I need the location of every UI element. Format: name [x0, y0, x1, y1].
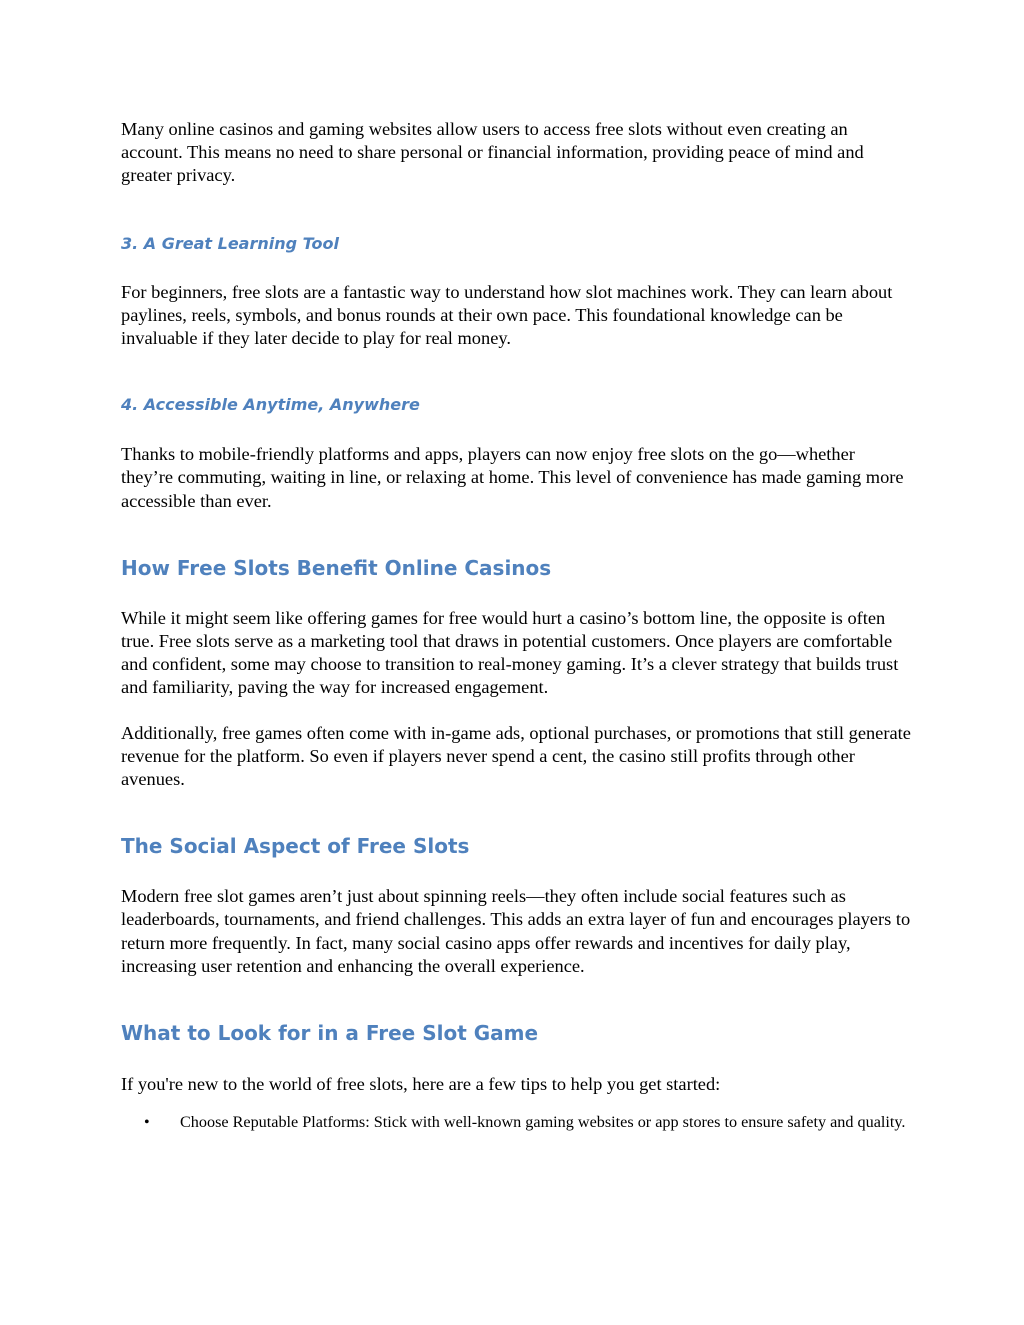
heading-social-aspect: The Social Aspect of Free Slots: [121, 834, 470, 859]
bullet-marker: •: [144, 1114, 150, 1132]
heading-accessible: 4. Accessible Anytime, Anywhere: [121, 395, 420, 415]
paragraph-casino-benefit: While it might seem like offering games for free would hurt a casino’s bottom line, the opposite is often true. Free slots serve as a marketing tool that draws in potential customers. Once players are comfortable and confident, some may choose to transition to real-money gaming. It’s a clever strategy that builds trust and familiarity, paving the way for increased engagement.: [121, 607, 899, 698]
paragraph-privacy: Many online casinos and gaming websites allow users to access free slots without even creating an account. This means no need to share personal or financial information, providing peace of mind and greater privacy.: [121, 119, 864, 186]
heading-look-for: What to Look for in a Free Slot Game: [121, 1021, 539, 1046]
list-item-text: Choose Reputable Platforms: Stick with well-known gaming websites or app stores to ensure safety and quality.: [180, 1113, 906, 1132]
paragraph-tips-intro: If you're new to the world of free slots, here are a few tips to help you get started:: [121, 1074, 721, 1095]
paragraph-learning: For beginners, free slots are a fantastic way to understand how slot machines work. They can learn about paylines, reels, symbols, and bonus rounds at their own pace. This foundational knowledge can be invaluable if they later decide to play for real money.: [121, 281, 893, 349]
tips-list: [121, 1112, 911, 1133]
paragraph-revenue: Additionally, free games often come with in-game ads, optional purchases, or promotions that still generate revenue for the platform. So even if players never spend a cent, the casino still profits through other avenues.: [121, 722, 911, 790]
list-item: [121, 1112, 911, 1133]
paragraph-accessible: Thanks to mobile-friendly platforms and apps, players can now enjoy free slots on the go—whether they’re commuting, waiting in line, or relaxing at home. This level of convenience has made gaming more accessible than ever.: [121, 444, 904, 511]
heading-learning-tool: 3. A Great Learning Tool: [121, 233, 339, 253]
heading-casino-benefit: How Free Slots Benefit Online Casinos: [121, 555, 552, 580]
document-page: [121, 118, 911, 1133]
paragraph-social: Modern free slot games aren’t just about spinning reels—they often include social features such as leaderboards, tournaments, and friend challenges. This adds an extra layer of fun and encourages players to return more frequently. In fact, many social casino apps offer rewards and incentives for daily play, increasing user retention and enhancing the overall experience.: [121, 886, 911, 976]
